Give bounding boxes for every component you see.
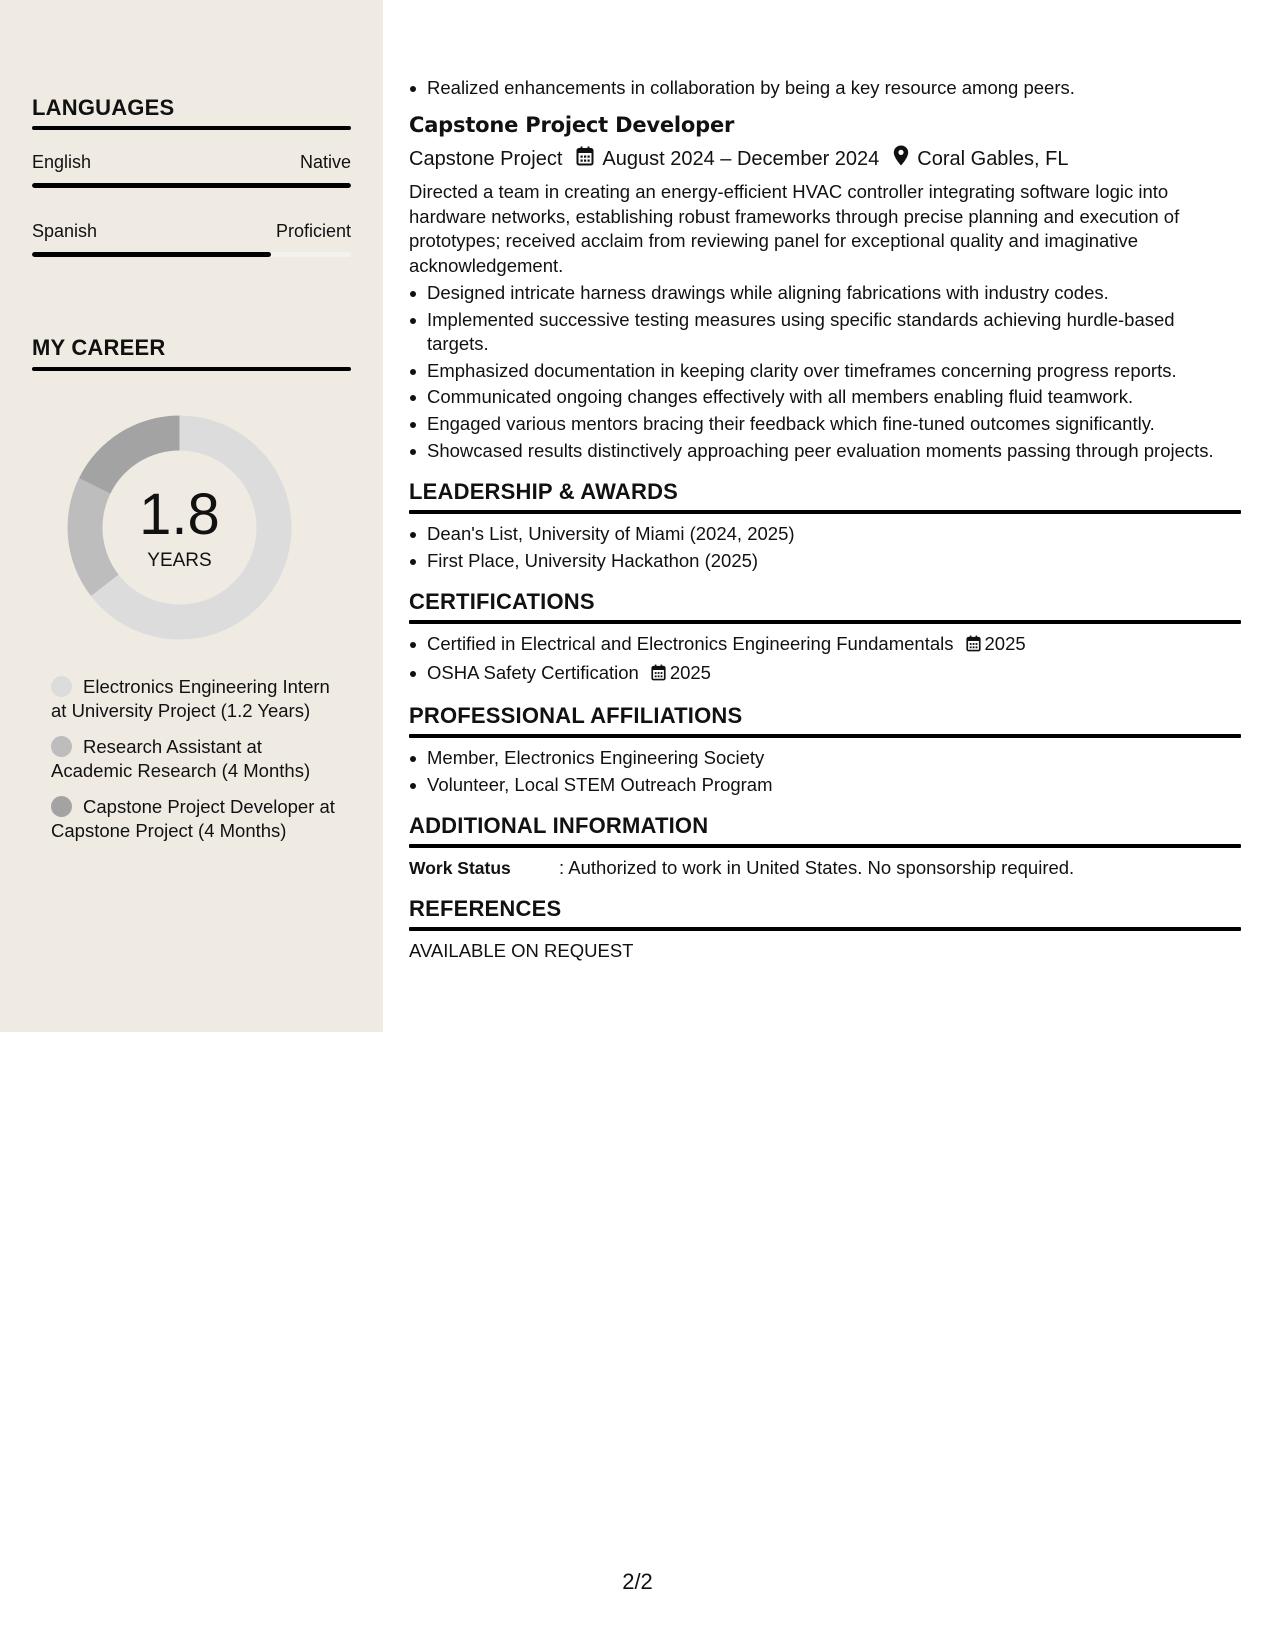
certification-year: 2025: [984, 632, 1026, 654]
legend-item: [51, 795, 336, 843]
job-location: Coral Gables, FL: [917, 148, 1069, 170]
list-item: Engaged various mentors bracing their feedback which fine-tuned outcomes significantly.: [409, 412, 1241, 436]
list-item: Implemented successive testing measures using specific standards achieving hurdle-based targets.: [409, 308, 1241, 356]
job-company: Capstone Project: [409, 148, 563, 170]
legend-label: Capstone Project Developer at Capstone Project (4 Months): [51, 796, 335, 841]
list-item: Realized enhancements in collaboration by being a key resource among peers.: [409, 76, 1241, 100]
language-proficiency-fill: [32, 252, 271, 257]
language-level: Native: [299, 152, 351, 172]
job-bullets: [409, 281, 1241, 463]
list-item: Showcased results distinctively approaching peer evaluation moments passing through projects.: [409, 439, 1241, 463]
certifications-heading: CERTIFICATIONS: [409, 588, 595, 614]
references-text: AVAILABLE ON REQUEST: [409, 939, 634, 961]
language-row-english: [32, 152, 351, 202]
section-divider: [409, 844, 1241, 848]
section-divider: [409, 510, 1241, 514]
language-proficiency-bar: [32, 252, 351, 257]
career-total-unit: YEARS: [147, 550, 212, 571]
list-item: Communicated ongoing changes effectively with all members enabling fluid teamwork.: [409, 385, 1241, 409]
career-total-value: 1.8: [139, 482, 220, 547]
legend-swatch: [51, 676, 72, 697]
job-dates: August 2024 – December 2024: [602, 148, 880, 170]
job-description: Directed a team in creating an energy-efficient HVAC controller integrating software logic into hardware networks, establishing robust frameworks through precise planning and execution of prototypes; received acclaim from reviewing panel for exceptional quality and imaginative acknowledgement.: [409, 181, 1180, 276]
list-item: Designed intricate harness drawings while aligning fabrications with industry codes.: [409, 281, 1241, 305]
legend-label: Research Assistant at Academic Research (4 Months): [51, 736, 311, 781]
career-divider: [32, 367, 351, 371]
donut-center: [65, 413, 294, 642]
certifications-list: [409, 632, 1241, 687]
section-divider: [409, 734, 1241, 738]
leadership-heading: LEADERSHIP & AWARDS: [409, 478, 679, 504]
additional-info-heading: ADDITIONAL INFORMATION: [409, 812, 709, 838]
calendar-icon: [576, 146, 594, 173]
language-level: Proficient: [275, 221, 351, 241]
legend-label: Electronics Engineering Intern at University Project (1.2 Years): [51, 676, 330, 721]
legend-swatch: [51, 736, 72, 757]
legend-swatch: [51, 796, 72, 817]
career-legend: [51, 675, 336, 855]
languages-divider: [32, 126, 351, 130]
leadership-list: [409, 522, 1241, 573]
main-content: [409, 76, 1241, 963]
career-donut-chart: [65, 413, 294, 642]
career-heading: MY CAREER: [32, 335, 166, 360]
certification-name: OSHA Safety Certification: [427, 661, 639, 683]
legend-item: [51, 735, 336, 783]
certification-name: Certified in Electrical and Electronics Engineering Fundamentals: [427, 632, 954, 654]
section-divider: [409, 927, 1241, 931]
list-item: [409, 632, 1241, 658]
language-name: Spanish: [32, 221, 98, 241]
job-meta: [409, 145, 1241, 173]
language-proficiency-fill: [32, 183, 351, 188]
sidebar: [0, 0, 383, 1032]
language-name: English: [32, 152, 92, 172]
calendar-icon: [651, 663, 666, 687]
list-item: Member, Electronics Engineering Society: [409, 746, 1241, 770]
legend-item: [51, 675, 336, 723]
work-status-label: Work Status: [409, 857, 511, 878]
page-number: 2/2: [622, 1569, 653, 1594]
section-divider: [409, 620, 1241, 624]
work-status-row: [409, 856, 1241, 880]
list-item: Emphasized documentation in keeping clarity over timeframes concerning progress reports.: [409, 359, 1241, 383]
language-proficiency-bar: [32, 183, 351, 188]
work-status-value: : Authorized to work in United States. No sponsorship required.: [559, 856, 1075, 878]
list-item: [409, 661, 1241, 687]
list-item: Dean's List, University of Miami (2024, 2025): [409, 522, 1241, 546]
previous-job-bullets: [409, 76, 1241, 100]
map-pin-icon: [893, 145, 909, 173]
references-heading: REFERENCES: [409, 895, 562, 921]
list-item: Volunteer, Local STEM Outreach Program: [409, 773, 1241, 797]
certification-year: 2025: [669, 661, 711, 683]
affiliations-list: [409, 746, 1241, 797]
languages-heading: LANGUAGES: [32, 95, 175, 120]
job-title: Capstone Project Developer: [409, 113, 735, 137]
affiliations-heading: PROFESSIONAL AFFILIATIONS: [409, 702, 743, 728]
calendar-icon: [966, 634, 981, 658]
list-item: First Place, University Hackathon (2025): [409, 549, 1241, 573]
language-row-spanish: [32, 221, 351, 271]
